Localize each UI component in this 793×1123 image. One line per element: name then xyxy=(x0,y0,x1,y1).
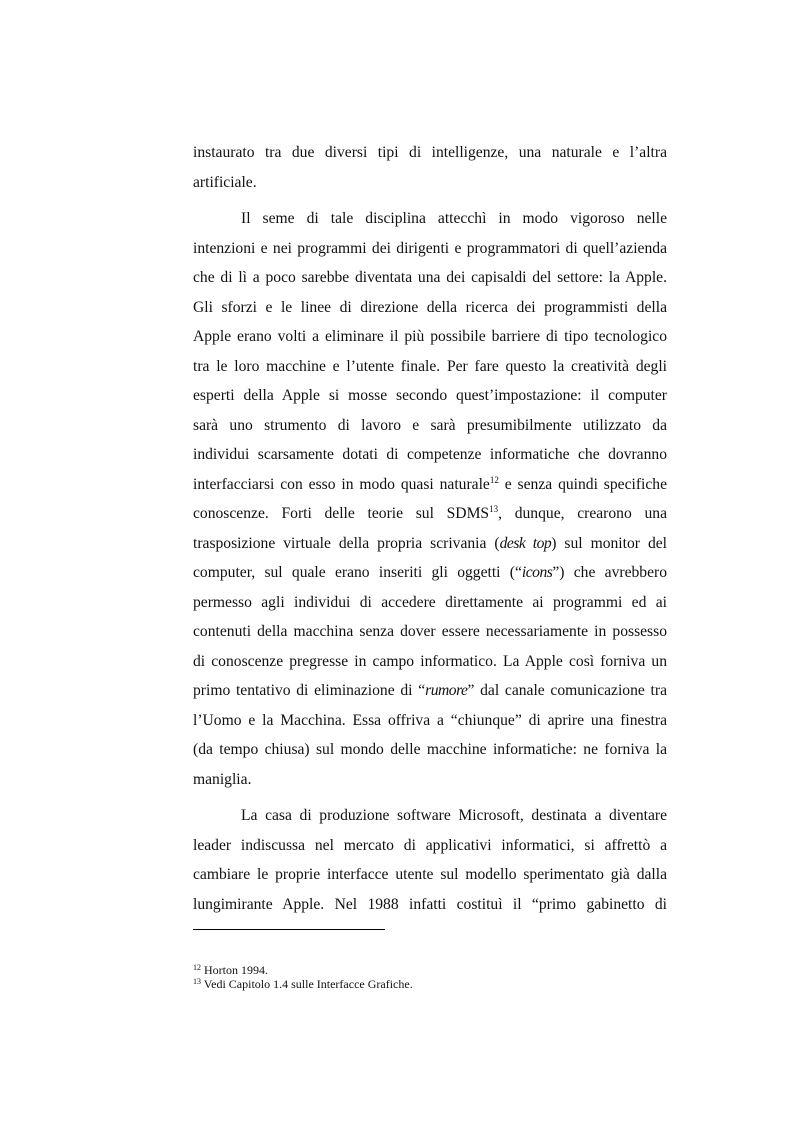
footnote-ref-13[interactable]: 13 xyxy=(489,504,499,514)
text-span: ” dal canale comunicazione tra xyxy=(467,682,667,699)
text-line: esperti della Apple si mosse secondo quest’impostazione: il computer xyxy=(193,387,667,404)
footnote-ref-12[interactable]: 12 xyxy=(489,474,499,485)
text-line xyxy=(193,529,667,559)
text-span: primo tentativo di eliminazione di “ xyxy=(193,682,426,699)
text-line: Apple erano volti a eliminare il più possibile barriere di tipo tecnologico xyxy=(193,328,667,345)
text-span: computer, sul quale erano inseriti gli oggetti (“ xyxy=(193,564,522,581)
italic-term: icons xyxy=(521,564,553,581)
text-line xyxy=(193,558,667,588)
footnotes xyxy=(193,963,667,991)
footnote-number: 13 xyxy=(193,977,201,986)
footnote-number: 12 xyxy=(193,963,201,972)
text-line: permesso agli individui di accedere direttamente ai programmi ed ai xyxy=(193,593,667,611)
text-line: cambiare le proprie interfacce utente sul modello sperimentato già dalla xyxy=(193,866,667,883)
page-body xyxy=(193,138,667,919)
text-line: di conoscenze pregresse in campo informatico. La Apple così forniva un xyxy=(193,652,667,670)
text-span: conoscenze. Forti delle teorie sul SDMS xyxy=(193,505,490,522)
footnote-separator xyxy=(193,929,385,930)
text-line xyxy=(193,470,667,500)
footnote-12 xyxy=(193,963,667,977)
footnote-text: Vedi Capitolo 1.4 sulle Interfacce Grafiche. xyxy=(201,977,413,991)
footnote-text: Horton 1994. xyxy=(201,963,268,977)
text-line: l’Uomo e la Macchina. Essa offriva a “chiunque” di aprire una finestra xyxy=(193,711,667,729)
text-line: lungimirante Apple. Nel 1988 infatti costituì il “primo gabinetto di xyxy=(193,895,667,913)
text-line: contenuti della macchina senza dover essere necessariamente in possesso xyxy=(193,623,667,640)
text-line: tra le loro macchine e l’utente finale. Per fare questo la creatività degli xyxy=(193,357,667,375)
text-line: (da tempo chiusa) sul mondo delle macchine informatiche: ne forniva la xyxy=(193,741,667,758)
text-line: La casa di produzione software Microsoft, destinata a diventare xyxy=(241,807,667,824)
paragraph-1 xyxy=(193,138,667,197)
text-span: ) sul monitor del xyxy=(551,534,667,552)
paragraph-2 xyxy=(193,204,667,794)
paragraph-3 xyxy=(193,801,667,919)
text-line: Gli sforzi e le linee di direzione della ricerca dei programmisti della xyxy=(193,298,667,316)
text-line xyxy=(193,676,667,706)
text-line: Il seme di tale disciplina attecchì in modo vigoroso nelle xyxy=(241,210,667,227)
text-line: intenzioni e nei programmi dei dirigenti e programmatori di quell’azienda xyxy=(193,239,667,257)
text-span: , dunque, crearono una xyxy=(498,505,667,522)
italic-term: desk top xyxy=(499,534,552,552)
text-line: maniglia. xyxy=(193,770,252,788)
text-line: che di lì a poco sarebbe diventata una dei capisaldi del settore: la Apple. xyxy=(193,269,667,286)
text-line: sarà uno strumento di lavoro e sarà presumibilmente utilizzato da xyxy=(193,416,667,434)
text-span: ”) che avrebbero xyxy=(552,564,667,581)
text-span: interfacciarsi con esso in modo quasi naturale xyxy=(193,475,490,493)
text-line xyxy=(193,499,667,529)
text-line: individui scarsamente dotati di competenze informatiche che dovranno xyxy=(193,446,667,463)
text-span: trasposizione virtuale della propria scrivania ( xyxy=(193,534,500,552)
text-span: e senza quindi specifiche xyxy=(498,475,668,493)
text-line: artificiale. xyxy=(193,173,257,191)
text-line: leader indiscussa nel mercato di applicativi informatici, si affrettò a xyxy=(193,836,667,854)
text-line: instaurato tra due diversi tipi di intelligenze, una naturale e l’altra xyxy=(193,144,667,161)
footnote-13 xyxy=(193,977,667,991)
italic-term: rumore xyxy=(425,682,468,699)
